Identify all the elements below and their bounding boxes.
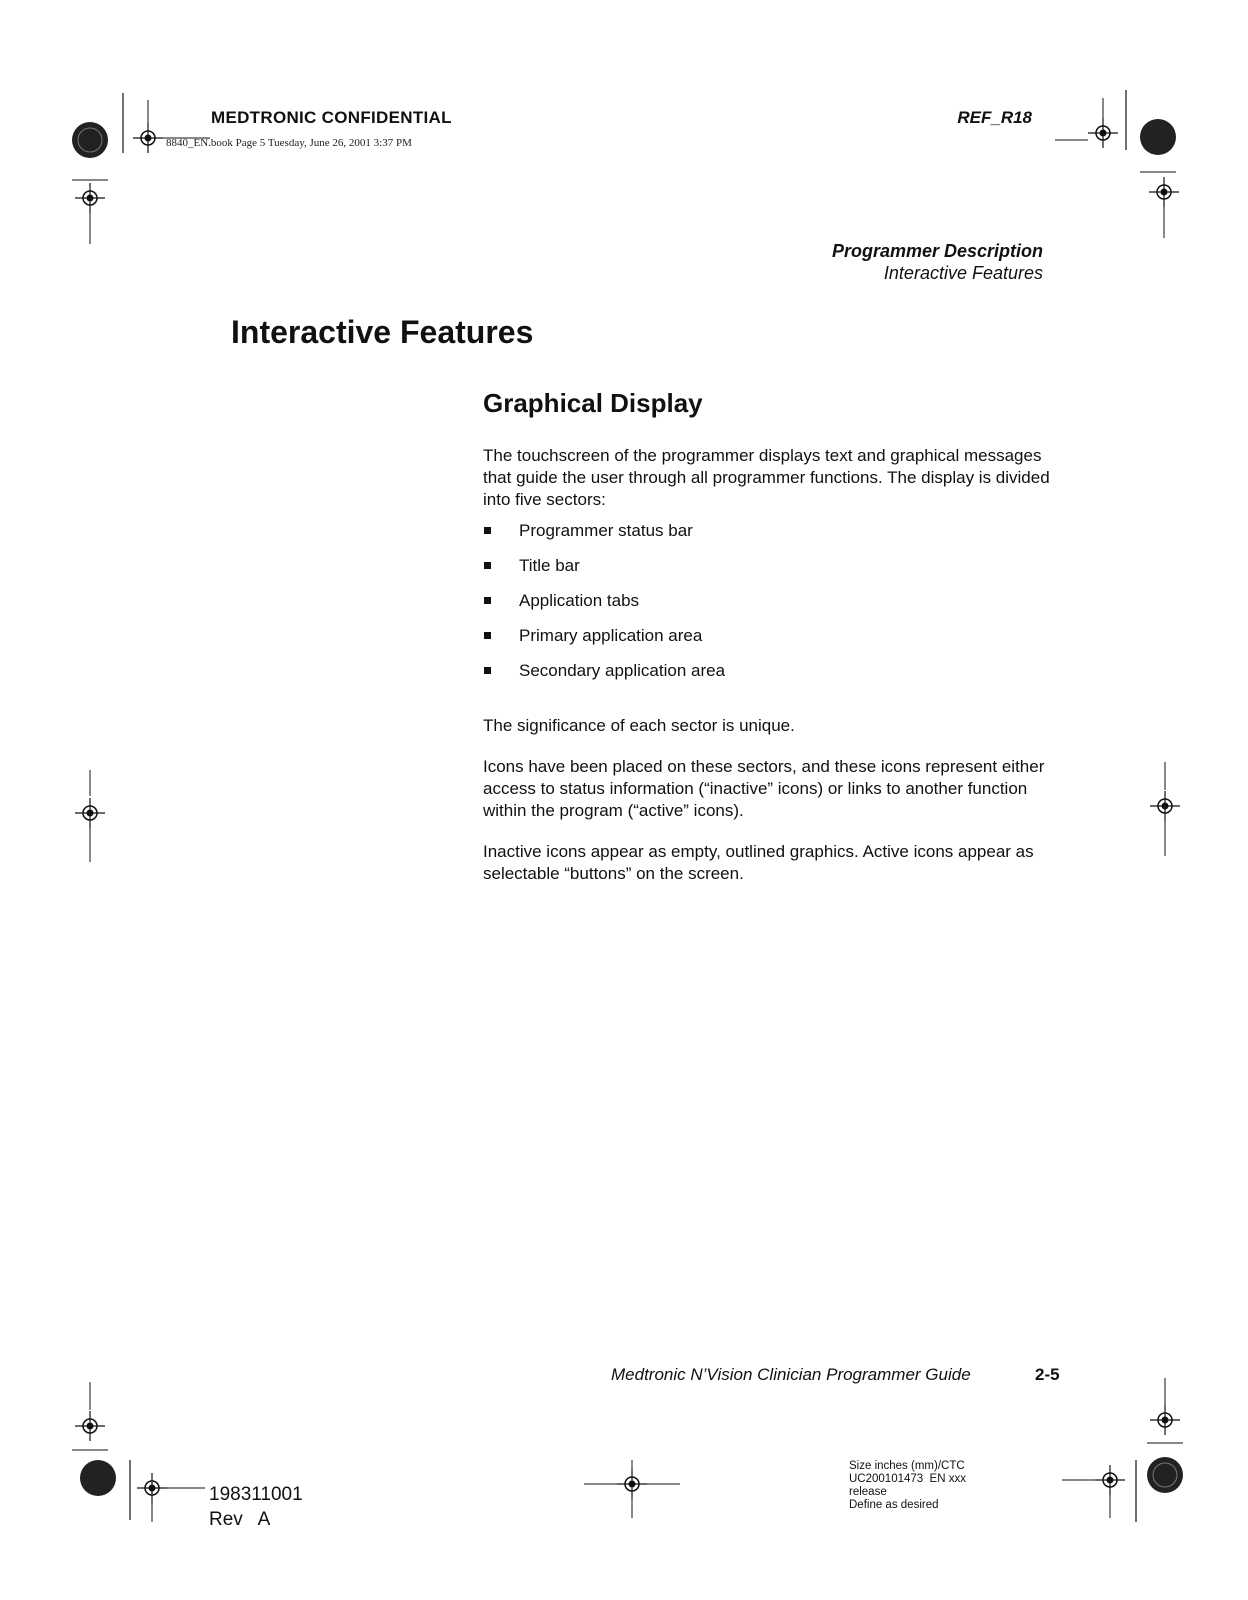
section-heading: Interactive Features (231, 314, 534, 350)
crosshair-icon (1088, 118, 1118, 148)
crosshair-icon (617, 1469, 647, 1499)
paragraph-significance: The significance of each sector is unique. (483, 716, 795, 735)
paragraph-icons: Icons have been placed on these sectors, and these icons represent either access to status information (“inactive” icons) or links to another function within the program (“active” icons). (483, 757, 1045, 820)
paragraph-icon-states: Inactive icons appear as empty, outlined graphics. Active icons appear as selectable “buttons” on the screen. (483, 842, 1034, 883)
crosshair-icon (75, 183, 105, 213)
subsection-heading: Graphical Display (483, 388, 703, 418)
bullet-icon (484, 597, 491, 604)
bullet-icon (484, 632, 491, 639)
size-line: Define as desired (849, 1499, 939, 1511)
list-item: Title bar (483, 555, 1043, 590)
crosshair-icon (133, 123, 163, 153)
sector-list (483, 520, 1043, 695)
crosshair-icon (1149, 177, 1179, 207)
confidential-label: MEDTRONIC CONFIDENTIAL (211, 108, 452, 127)
list-item: Application tabs (483, 590, 1043, 625)
size-info (849, 1460, 966, 1512)
intro-paragraph: The touchscreen of the programmer displays text and graphical messages that guide the user through all programmer functions. The display is divided into five sectors: (483, 446, 1050, 509)
book-info: 8840_EN.book Page 5 Tuesday, June 26, 2001 3:37 PM (166, 137, 412, 149)
list-item: Secondary application area (483, 660, 1043, 695)
page-number: 2-5 (1035, 1365, 1060, 1384)
registration-disc-icon (80, 1460, 116, 1496)
bullet-icon (484, 562, 491, 569)
size-line: UC200101473 EN xxx (849, 1473, 966, 1485)
part-number-block (209, 1482, 303, 1532)
registration-disc-icon (1140, 119, 1176, 155)
list-item: Programmer status bar (483, 520, 1043, 555)
registration-disc-icon (72, 122, 108, 158)
footer-guide-title: Medtronic N’Vision Clinician Programmer Guide (611, 1365, 971, 1384)
crosshair-icon (1095, 1465, 1125, 1495)
registration-disc-icon (1147, 1457, 1183, 1493)
size-line: Size inches (mm)/CTC (849, 1460, 965, 1472)
running-head (832, 240, 1043, 284)
crosshair-icon (75, 798, 105, 828)
crosshair-icon (137, 1473, 167, 1503)
crosshair-icon (1150, 1405, 1180, 1435)
revision: Rev A (209, 1509, 271, 1530)
reference-code: REF_R18 (957, 108, 1032, 127)
crosshair-icon (75, 1411, 105, 1441)
running-head-subtitle: Interactive Features (883, 263, 1043, 283)
bullet-icon (484, 527, 491, 534)
bullet-icon (484, 667, 491, 674)
size-line: release (849, 1486, 887, 1498)
running-head-title: Programmer Description (831, 241, 1043, 261)
list-item: Primary application area (483, 625, 1043, 660)
crosshair-icon (1150, 791, 1180, 821)
part-number: 198311001 (209, 1484, 303, 1505)
